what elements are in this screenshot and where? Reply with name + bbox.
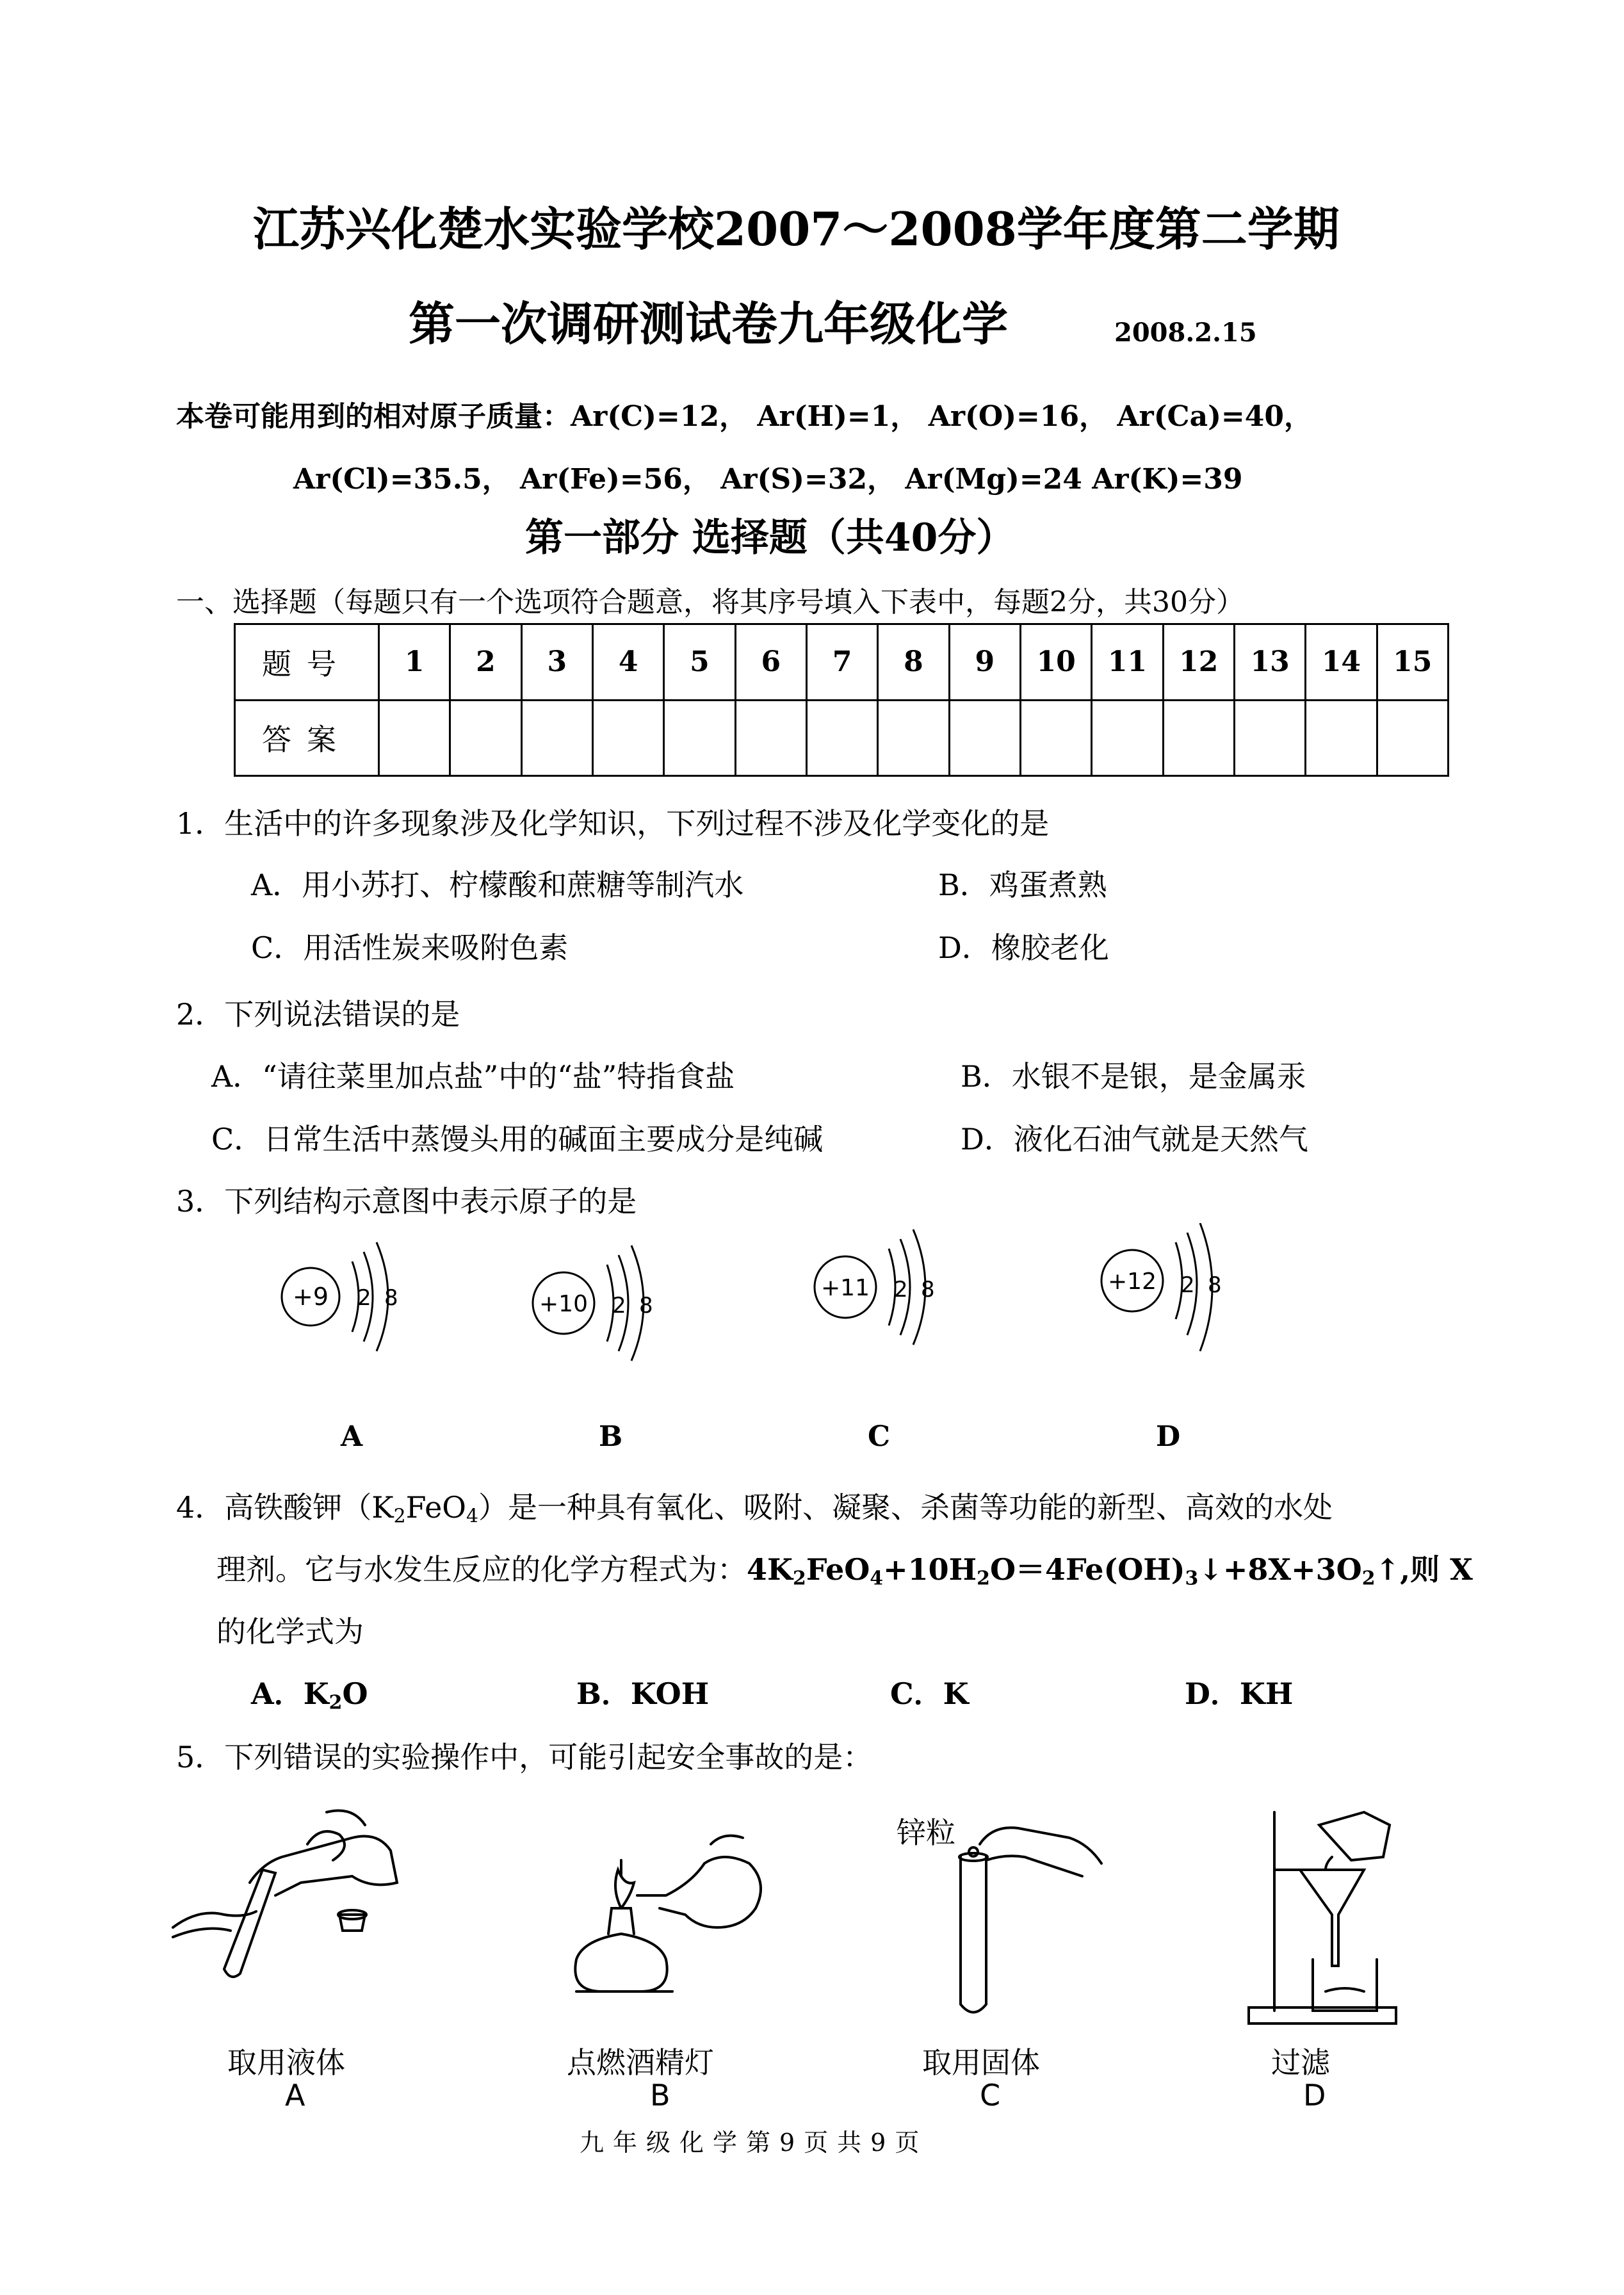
question-number: 6 <box>735 624 806 701</box>
exam-date: 2008.2.15 <box>1114 318 1257 348</box>
answer-cell[interactable] <box>1234 700 1305 776</box>
question-number: 2 <box>450 624 521 701</box>
exam-title-line2: 第一次调研测试卷九年级化学 <box>409 296 1009 351</box>
question-number: 15 <box>1377 624 1448 701</box>
electron-shell-1: 2 <box>357 1285 371 1311</box>
q1-stem: 1．生活中的许多现象涉及化学知识，下列过程不涉及化学变化的是 <box>176 806 1050 841</box>
question-number: 13 <box>1234 624 1305 701</box>
question-number: 5 <box>664 624 735 701</box>
atom-diagrams <box>256 1223 1281 1434</box>
q5-stem: 5．下列错误的实验操作中，可能引起安全事故的是： <box>176 1740 873 1774</box>
q2-option-a[interactable]: A．“请往菜里加点盐”中的“盐”特指食盐 <box>211 1059 735 1094</box>
answer-cell[interactable] <box>1377 700 1448 776</box>
answer-header: 答案 <box>235 700 379 776</box>
answer-cell[interactable] <box>664 700 735 776</box>
answer-cell[interactable] <box>1020 700 1091 776</box>
caption-a: 取用液体 <box>227 2045 345 2080</box>
add-solid-illustration[interactable] <box>959 1828 1101 2012</box>
atomic-mass-line1: 本卷可能用到的相对原子质量：Ar(C)=12， Ar(H)=1， Ar(O)=16， Ar(Ca)=40， <box>176 400 1313 433</box>
electron-shell-2: 8 <box>1208 1272 1222 1298</box>
nucleus-charge: +11 <box>821 1275 870 1301</box>
question-number: 1 <box>379 624 450 701</box>
question-number: 3 <box>521 624 592 701</box>
answer-table <box>234 623 1449 777</box>
exam-title-line1: 江苏兴化楚水实验学校2007～2008学年度第二学期 <box>253 202 1340 256</box>
question-number: 14 <box>1306 624 1377 701</box>
atom-label-d: D <box>1156 1420 1181 1453</box>
q4-stem-line1: 4．高铁酸钾$(K_2FeO_4)$是一种具有氧化、吸附、凝聚、杀菌等功能的新型、高效的水处 <box>176 1490 1333 1528</box>
page-footer: 九年级化学第9页共9页 <box>580 2129 929 2157</box>
question-number: 4 <box>592 624 663 701</box>
atom-label-c: C <box>868 1420 891 1453</box>
q4-option-d[interactable]: D．KH <box>1185 1676 1294 1711</box>
q4-option-b[interactable]: B．KOH <box>576 1676 710 1711</box>
q1-option-c[interactable]: C．用活性炭来吸附色素 <box>251 930 569 965</box>
electron-shell-1: 2 <box>1181 1272 1195 1298</box>
electron-shell-1: 2 <box>894 1277 908 1302</box>
caption-c: 取用固体 <box>922 2045 1040 2080</box>
q4-stem-line2: 理剂。它与水发生反应的化学方程式为：$4K_2FeO_4+10H_2O=4Fe(OH)_3↓+8X+3O_2↑$,则 X <box>216 1552 1473 1590</box>
answer-cell[interactable] <box>1092 700 1163 776</box>
zinc-label: 锌粒 <box>897 1815 955 1850</box>
section-title: 第一部分 选择题（共40分） <box>525 515 1015 560</box>
caption-b: 点燃酒精灯 <box>567 2045 714 2080</box>
answer-cell[interactable] <box>806 700 877 776</box>
answer-cell[interactable] <box>949 700 1020 776</box>
question-number: 12 <box>1163 624 1234 701</box>
light-lamp-illustration[interactable] <box>575 1836 761 1991</box>
answer-cell[interactable] <box>1163 700 1234 776</box>
answer-table-number-row <box>235 624 1449 701</box>
q1-option-d[interactable]: D．橡胶老化 <box>938 930 1109 965</box>
answer-cell[interactable] <box>592 700 663 776</box>
answer-cell[interactable] <box>450 700 521 776</box>
answer-cell[interactable] <box>735 700 806 776</box>
option-letter-a[interactable]: A <box>285 2078 305 2113</box>
answer-cell[interactable] <box>1306 700 1377 776</box>
question-number: 10 <box>1020 624 1091 701</box>
nucleus-charge: +9 <box>292 1283 329 1311</box>
electron-shell-1: 2 <box>612 1293 626 1318</box>
q2-option-c[interactable]: C．日常生活中蒸馒头用的碱面主要成分是纯碱 <box>211 1122 824 1156</box>
atom-diagram-c[interactable] <box>815 1229 935 1345</box>
q1-option-a[interactable]: A．用小苏打、柠檬酸和蔗糖等制汽水 <box>251 868 744 902</box>
pour-liquid-illustration[interactable] <box>173 1811 397 1977</box>
question-number-header: 题号 <box>235 624 379 701</box>
option-letter-d[interactable]: D <box>1303 2078 1326 2113</box>
q4-option-a[interactable]: A．$K_2O$ <box>251 1676 368 1714</box>
nucleus-charge: +10 <box>539 1291 588 1317</box>
atom-diagram-d[interactable] <box>1101 1223 1222 1351</box>
question-number: 7 <box>806 624 877 701</box>
atom-label-b: B <box>599 1420 623 1453</box>
q1-option-b[interactable]: B．鸡蛋煮熟 <box>938 868 1107 902</box>
atom-diagram-a[interactable] <box>282 1242 398 1351</box>
q4-equation: $4K_2FeO_4+10H_2O=4Fe(OH)_3↓+8X+3O_2↑$,则 X <box>747 1552 1473 1590</box>
q2-option-b[interactable]: B．水银不是银，是金属汞 <box>961 1059 1306 1094</box>
atomic-mass-line2: Ar(Cl)=35.5， Ar(Fe)=56， Ar(S)=32， Ar(Mg)=24 Ar(K)=39 <box>293 463 1243 496</box>
caption-d: 过滤 <box>1271 2045 1330 2080</box>
question-number: 9 <box>949 624 1020 701</box>
atom-diagram-b[interactable] <box>533 1245 653 1361</box>
question-number: 11 <box>1092 624 1163 701</box>
electron-shell-2: 8 <box>384 1285 398 1311</box>
answer-cell[interactable] <box>878 700 949 776</box>
answer-cell[interactable] <box>379 700 450 776</box>
electron-shell-2: 8 <box>639 1293 653 1318</box>
option-letter-c[interactable]: C <box>980 2078 1001 2113</box>
answer-cell[interactable] <box>521 700 592 776</box>
q4-option-c[interactable]: C．K <box>890 1676 969 1711</box>
electron-shell-2: 8 <box>921 1277 935 1302</box>
option-letter-b[interactable]: B <box>650 2078 670 2113</box>
q3-stem: 3．下列结构示意图中表示原子的是 <box>176 1184 637 1219</box>
nucleus-charge: +12 <box>1108 1269 1157 1295</box>
lab-illustrations <box>160 1799 1441 2036</box>
answer-table-answer-row <box>235 700 1449 776</box>
filtration-illustration[interactable] <box>1249 1812 1396 2023</box>
q2-stem: 2．下列说法错误的是 <box>176 997 460 1032</box>
section-instruction: 一、选择题（每题只有一个选项符合题意，将其序号填入下表中，每题2分，共30分） <box>176 586 1244 619</box>
question-number: 8 <box>878 624 949 701</box>
q2-option-d[interactable]: D．液化石油气就是天然气 <box>961 1122 1308 1156</box>
q4-stem-line3: 的化学式为 <box>216 1614 364 1649</box>
atom-label-a: A <box>341 1420 363 1453</box>
